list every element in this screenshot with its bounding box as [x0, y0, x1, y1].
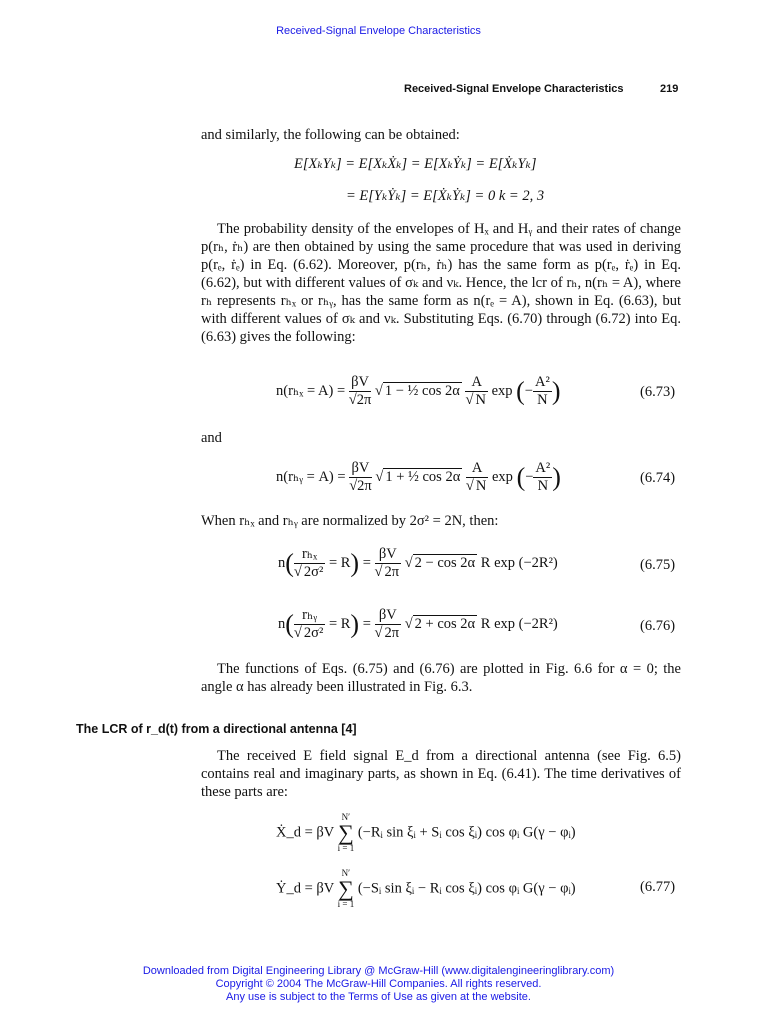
eq674-root: 1 + ½ cos 2α: [385, 468, 461, 485]
eq674-coeff-num: βV: [349, 460, 372, 478]
paragraph-lcr-derivation: The probability density of the envelopes of Hₓ and Hᵧ and their rates of change p(rₕ, ṙₕ) are then obtained by using the same procedure that was used in deriving p(rₑ, ṙₑ) in Eq. (6.62). Moreover, p(rₕ, ṙₕ) has the same form as p(rₑ, ṙₑ) in Eq. (6.62), but with different values of σₖ and νₖ. Hence, the lcr of rₕ, n(rₕ = A), where rₕ represents rₕₓ or rₕᵧ, has the same form as n(rₑ = A), shown in Eq. (6.63), but with different values of σₖ and νₖ. Substituting Eqs. (6.70) through (6.72) into Eq. (6.63) gives the following:: [201, 221, 681, 345]
eq676-coeff-den: √ 2π: [374, 625, 400, 641]
eq674-ratio-den: √ N: [465, 478, 487, 494]
eq675-inner-num: rₕₓ: [294, 546, 325, 564]
running-head: Received-Signal Envelope Characteristics: [404, 83, 624, 95]
eq677b-sum: N′ ∑ i = 1: [337, 868, 355, 909]
eq673-coeff: [349, 374, 372, 409]
eq676-tail: R exp (−2R²): [480, 615, 558, 632]
eq677a-lower: i = 1: [337, 843, 355, 853]
equation-expectations-1: E[XₖYₖ] = E[XₖẊₖ] = E[XₖẎₖ] = E[ẊₖYₖ]: [294, 156, 537, 172]
eq676-root: 2 + cos 2α: [414, 615, 476, 632]
and-word: and: [201, 430, 222, 446]
eq677b-upper: N′: [341, 868, 351, 878]
normalization-line: When rₕₓ and rₕᵧ are normalized by 2σ² = 2N, then:: [201, 513, 499, 529]
eq677b-lhs: Ẏ_d = βV: [276, 880, 334, 897]
eq673-exp-frac: [533, 374, 552, 409]
eq673-ratio: [465, 374, 487, 409]
eq676-inner-num: rₕᵧ: [294, 607, 325, 625]
eq674-coeff-den: √2π: [349, 478, 372, 494]
eq675-coeff-den: √ 2π: [374, 564, 400, 580]
eq675-inner-frac: [294, 546, 325, 581]
eq674-lhs: n(rₕᵧ = A) =: [276, 468, 346, 485]
eq675-root: 2 − cos 2α: [414, 554, 476, 571]
eq675-tail: R exp (−2R²): [480, 554, 558, 571]
eq676-coeff-num: βV: [375, 607, 402, 625]
equation-number-6-77: (6.77): [640, 879, 676, 895]
eq676-coeff: [375, 607, 402, 642]
equation-6-76: n( $\frac{\text{rₕᵧ}}{\text{√ 2σ²}}$ = R) = $\frac{\beta V}{√ 2\pi}$ √ 2 + cos 2α R exp (−2R²): [278, 607, 558, 641]
eq677a-lhs: Ẋ_d = βV: [276, 824, 334, 841]
footer-download-link[interactable]: Downloaded from Digital Engineering Library @ McGraw-Hill (www.digitalengineeringlibrary.com): [142, 965, 615, 977]
footer-terms[interactable]: Any use is subject to the Terms of Use as given at the website.: [226, 991, 531, 1003]
eq674-ratio: [466, 460, 488, 495]
equation-number-6-74: (6.74): [640, 470, 676, 486]
eq675-inner-den: √ 2σ²: [293, 564, 324, 580]
footer-copyright[interactable]: Copyright © 2004 The McGraw-Hill Companies. All rights reserved.: [215, 978, 542, 990]
section-heading: The LCR of r_d(t) from a directional antenna [4]: [76, 722, 357, 736]
eq673-ratio-den: √ N: [465, 392, 486, 408]
intro-line: and similarly, the following can be obtained:: [201, 127, 460, 143]
equation-6-74: n(rₕᵧ = A) = $\frac{\beta V}{√2\pi}$ √ 1 + ½ cos 2α $\frac{A}{√ N}$ exp (− $\frac{\text{A²}}{N}$ ): [276, 460, 561, 494]
eq673-lhs: n(rₕₓ = A) =: [276, 382, 346, 399]
eq674-exp-den: N: [537, 478, 549, 494]
eq677b-lower: i = 1: [337, 899, 355, 909]
equation-number-6-73: (6.73): [640, 384, 676, 400]
eq676-n: n: [278, 615, 286, 632]
eq677a-body: (−Rᵢ sin ξᵢ + Sᵢ cos ξᵢ) cos φᵢ G(γ − φᵢ): [357, 824, 576, 841]
equation-number-6-75: (6.75): [640, 557, 676, 573]
eq674-exp-num: A²: [535, 460, 551, 476]
eq674-exp: exp: [492, 468, 513, 485]
eq676-eq-r: = R: [328, 615, 351, 632]
eq673-root: 1 − ½ cos 2α: [384, 382, 460, 399]
top-link[interactable]: Received-Signal Envelope Characteristics: [276, 25, 481, 37]
eq675-coeff-num: βV: [375, 546, 402, 564]
equation-6-73: n(rₕₓ = A) = $\frac{\beta V}{√2\pi}$ √ 1 − ½ cos 2α $\frac{A}{√ N}$ exp (− $\frac{\text{A²}}{N}$ ): [276, 374, 561, 408]
eq675-eq-r: = R: [328, 554, 351, 571]
eq673-exp: exp: [491, 382, 513, 399]
eq677a-upper: N′: [341, 812, 351, 822]
eq677b-body: (−Sᵢ sin ξᵢ − Rᵢ cos ξᵢ) cos φᵢ G(γ − φᵢ): [357, 880, 576, 897]
paragraph-directional-antenna: The received E field signal E_d from a directional antenna (see Fig. 6.5) contains real and imaginary parts, as shown in Eq. (6.41). The time derivatives of these parts are:: [201, 748, 681, 800]
eq674-ratio-num: A: [466, 460, 488, 478]
eq676-inner-den: √ 2σ²: [293, 625, 324, 641]
equation-6-75: n( $\frac{\text{rₕₓ}}{\text{√ 2σ²}}$ = R) = $\frac{\beta V}{√ 2\pi}$ √ 2 − cos 2α R exp (−2R²): [278, 546, 558, 580]
paragraph-figure-reference: The functions of Eqs. (6.75) and (6.76) are plotted in Fig. 6.6 for α = 0; the angle α has already been illustrated in Fig. 6.3.: [201, 661, 681, 695]
equation-6-77-y: [276, 868, 576, 910]
equation-6-77-x: [276, 812, 576, 854]
eq673-exp-den: N: [537, 392, 548, 408]
eq673-ratio-num: A: [465, 374, 487, 392]
eq675-coeff: [375, 546, 402, 581]
eq675-n: n: [278, 554, 286, 571]
eq676-inner-frac: [294, 607, 325, 642]
eq674-coeff: [349, 460, 372, 495]
eq673-coeff-den: √2π: [348, 392, 372, 408]
equation-number-6-76: (6.76): [640, 618, 676, 634]
eq673-exp-num: A²: [534, 374, 550, 390]
page-number: 219: [660, 83, 679, 95]
eq677a-sum: N′ ∑ i = 1: [337, 812, 355, 853]
eq674-exp-frac: [533, 460, 552, 495]
eq673-coeff-num: βV: [349, 374, 372, 392]
equation-expectations-2: = E[YₖẎₖ] = E[ẊₖẎₖ] = 0 k = 2, 3: [346, 188, 545, 204]
